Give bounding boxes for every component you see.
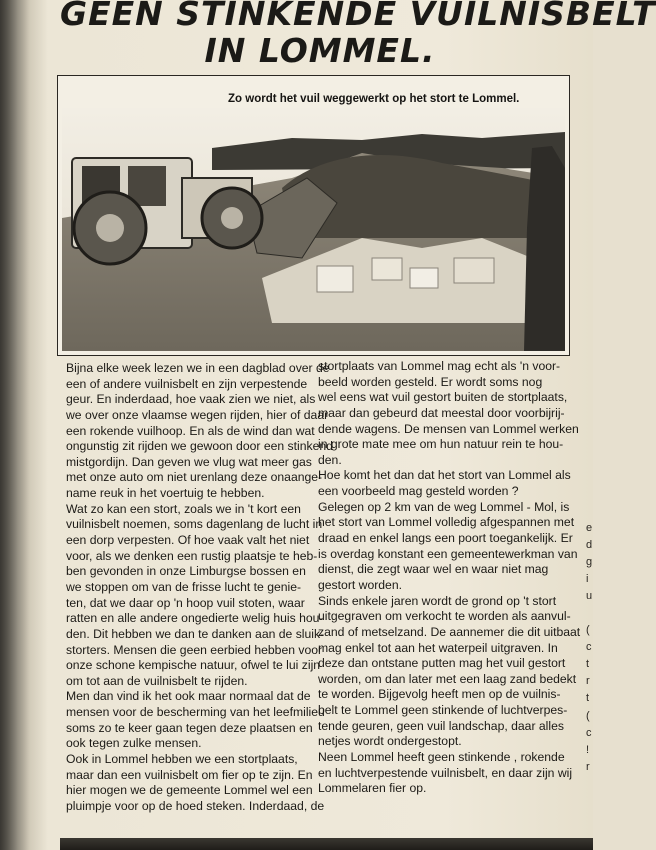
article-line: stortplaats van Lommel mag echt als 'n voor- [318, 359, 561, 373]
article-line: met onze auto om niet urenlang deze onaange- [66, 470, 323, 485]
fragment-char: ( [586, 624, 590, 637]
article-line: Wat zo kan een stort, zoals we in 't kort een [66, 501, 301, 516]
fragment-char [586, 605, 593, 622]
article-line: voor, als we denken een rustig plaatsje te heb- [66, 548, 318, 563]
article-line: ten, dat we daar op 'n hoop vuil stoten, waar [66, 595, 305, 610]
fragment-char: e [586, 522, 593, 534]
article-line: in grote mate mee om hun natuur rein te hou- [318, 437, 564, 452]
fragment-char: c [586, 641, 592, 654]
article-line: Lommelaren fier op. [318, 781, 427, 796]
article-line: dende wagens. De mensen van Lommel werken [318, 421, 579, 436]
article-line: mag enkel tot aan het waterpeil uitgraven. In [318, 640, 558, 655]
article-line: den. Dit hebben we dan te danken aan de sluik- [66, 626, 325, 641]
headline-line-1: GEEN STINKENDE VUILNISBELT [60, 0, 656, 33]
fragment-char: t [586, 692, 590, 705]
article-line: we over onze vlaamse wegen rijden, hier of daar [66, 407, 329, 422]
article-line: ratten en alle andere ongedierte welig huis hou- [66, 611, 324, 626]
article-line: ben gevonden in onze Limburgse bossen en [66, 564, 306, 579]
article-line: netjes wordt ondergestopt. [318, 734, 462, 749]
article-line: den. [318, 452, 342, 467]
fragment-char: r [586, 760, 590, 773]
article-line: maar dan een vuilnisbelt om fier op te zijn. En [66, 767, 313, 782]
article-line: te worden. Bijgevolg heeft men op de vuilnis- [318, 687, 561, 702]
binding-shadow [0, 0, 30, 850]
garbage-box [454, 258, 494, 283]
garbage-box [372, 258, 402, 280]
fragment-char: u [586, 590, 593, 603]
article-line: worden, om dan later met een laag zand bedekt [318, 671, 577, 686]
article-column-right [318, 359, 581, 797]
fragment-char: r [586, 675, 590, 688]
article-line: soms zo te keer gaan tegen deze plaatsen en [66, 720, 313, 735]
fragment-char: i [586, 573, 589, 586]
fragment-char: ( [586, 709, 590, 722]
article-line: hier mogen we de gemeente Lommel wel een [66, 783, 313, 798]
article-line: en luchtverpestende vuilnisbelt, en daar zijn wij [318, 765, 573, 780]
article-line: een voorbeeld mag gesteld worden ? [318, 484, 519, 499]
article-line: zand of metselzand. De aannemer die dit uitbaat [318, 624, 581, 639]
article-line: beeld worden gesteld. Er wordt soms nog [318, 374, 543, 389]
bottom-dark-strip [60, 838, 593, 850]
article-line: ongunstig zit rijden we gewoon door een stinkend [66, 439, 333, 454]
article-line: pluimpje voor op de hoed steken. Inderdaad, de [66, 798, 325, 813]
article-line: Neen Lommel heeft geen stinkende , rokende [318, 750, 565, 765]
article-line: ook tegen zulke mensen. [66, 736, 202, 751]
article-line: we stoppen om van de frisse lucht te genie- [66, 579, 302, 594]
article-column-left [66, 361, 333, 815]
garbage-box [317, 266, 353, 292]
headline-line-2: IN LOMMEL. [204, 31, 436, 70]
article-line: Bijna elke week lezen we in een dagblad over de [66, 361, 330, 375]
article-line: vuilnisbelt noemen, soms dagenlang de lucht in [66, 517, 323, 532]
article-line: wel eens wat vuil gestort buiten de stortplaats, [318, 390, 568, 405]
article-line: Gelegen op 2 km van de weg Lommel - Mol, is [318, 499, 570, 514]
article-line: maar dan gebeurd dat meestal door voorbijrij- [318, 405, 565, 420]
article-line: het stort van Lommel volledig afgespannen met [318, 515, 575, 530]
article-line: storters. Mensen die geen eerbied hebben voor [66, 642, 323, 657]
fragment-char: c [586, 726, 592, 739]
article-line: Ook in Lommel hebben we een stortplaats, [66, 752, 298, 767]
fragment-char: d [586, 539, 593, 552]
adjacent-page-fragment [586, 520, 593, 820]
fragment-char: t [586, 658, 590, 671]
article-line: mistgordijn. Dan geven we vlug wat meer gas [66, 454, 312, 469]
article-line: deze dan ontstane putten mag het vuil gestort [318, 656, 566, 671]
article-line: om tot aan de vuilnisbelt te rijden. [66, 673, 248, 688]
article-line: mensen voor de bescherming van het leefmilieu [66, 705, 325, 720]
article-line: Hoe komt het dan dat het stort van Lommel als [318, 468, 571, 483]
article-line: een of andere vuilnisbelt en zijn verpestende [66, 376, 308, 391]
article-line: onze schone kempische natuur, ofwel te lui zijn [66, 658, 321, 673]
photo-caption: Zo wordt het vuil weggewerkt op het stort te Lommel. [228, 93, 520, 105]
article-line: uitgegraven om verkocht te worden als aanvul- [318, 609, 571, 624]
bulldozer-hub [221, 207, 243, 229]
fragment-char: ! [586, 743, 590, 756]
article-line: een dorp verpesten. Of hoe vaak valt het niet [66, 533, 310, 548]
article-line: tende geuren, geen vuil landschap, daar alles [318, 718, 564, 733]
fragment-char: g [586, 556, 593, 569]
landfill-bulldozer-photo [62, 108, 565, 351]
article-line: geur. En inderdaad, hoe vaak zien we niet, als [66, 392, 316, 407]
bulldozer-hub [96, 214, 124, 242]
article-line: Sinds enkele jaren wordt de grond op 't stort [318, 593, 557, 608]
article-line: Men dan vind ik het ook maar normaal dat de [66, 689, 311, 704]
article-line: draad en enkel langs een poort toegankelijk. Er [318, 531, 573, 546]
article-line: gestort worden. [318, 577, 403, 592]
garbage-box [410, 268, 438, 288]
article-line: dienst, die zegt waar wel en waar niet mag [318, 562, 549, 577]
article-line: belt te Lommel geen stinkende of luchtverpes- [318, 703, 568, 718]
article-line: name reuk in het voertuig te hebben. [66, 486, 265, 501]
article-line: een rokende vuilhoop. En als de wind dan wat [66, 423, 315, 438]
article-line: is overdag konstant een gemeentewerkman van [318, 546, 578, 561]
